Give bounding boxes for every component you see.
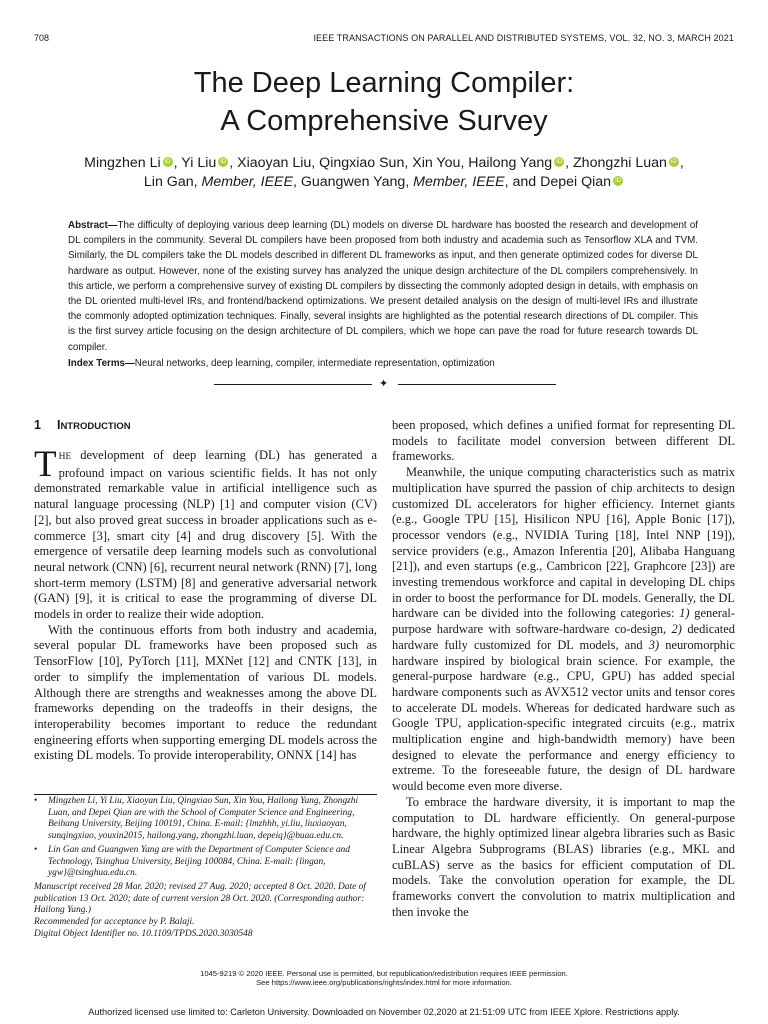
paragraph: been proposed, which defines a unified format for representing DL models to facilitate model conversion between different DL frameworks. [392, 418, 735, 464]
author-text: , [679, 155, 684, 171]
section-title-first: I [56, 418, 61, 432]
recommended-by: Recommended for acceptance by P. Balaji. [34, 917, 195, 928]
author-text: , and Depei Qian [504, 174, 612, 190]
left-column [34, 418, 377, 764]
paragraph: To embrace the hardware diversity, it is important to map the computation to DL hardware efficiently. On general-purpose hardware, the highly optimized linear algebra libraries such as Basic Linear Algebra Subprograms (BLAS) libraries (e.g., MKL and cuBLAS) serve as the basics for efficient computation of DL models. Take the convolution operation for example, the DL frameworks convert the convolution to matrix multiplication and then invoke the [392, 794, 735, 919]
copyright-line-2[interactable]: See https://www.ieee.org/publications/rights/index.html for more information. [256, 978, 512, 987]
abstract-text: The difficulty of deploying various deep learning (DL) models on diverse DL hardware has boosted the research and development of DL compilers in the community. Several DL compilers have been proposed from both industry and academia such as Tensorflow XLA and TVM. Similarly, the DL compilers take the DL models described in different DL frameworks as input, and then generate optimized codes for diverse DL hardware as output. However, none of the existing survey has analyzed the unique design architecture of the DL compilers comprehensively. In this article, we perform a comprehensive survey of existing DL compilers by dissecting the commonly adopted design in details, with emphasis on the DL oriented multi-level IRs, and frontend/backend optimizations. We present detailed analysis on the design of multi-level IRs and illustrate the commonly adopted optimization techniques. Finally, several insights are highlighted as the potential research directions of DL compiler. This is the first survey article focusing on the design architecture of DL compilers, which we hope can pave the road for future research towards DL compiler. [68, 220, 698, 353]
paragraph-text: development of deep learning (DL) has generated a profound impact on various scientific fields. It has not only demonstrated remarkable value in artificial intelligence such as natural language processing (NLP) [1] and computer vision (CV) [2], but also proved great success in broader applications such as e-commerce [3], smart city [4] and drug discovery [5]. With the emergence of versatile deep learning models such as convolutional neural network (CNN) [6], recurrent neural network (RNN) [7], long short-term memory (LSTM) [8] and generative adversarial network (GAN) [9], it is critical to ease the programming of diverse DL models in order to realize their wide adoption. [34, 448, 377, 622]
paragraph: With the continuous efforts from both industry and academia, several popular DL frameworks have been proposed such as TensorFlow [10], PyTorch [11], MXNet [12] and CNTK [13], in order to simplify the implementation of various DL models. Although there are strengths and weaknesses among the above DL frameworks depending on the tradeoffs in their designs, the interoperability becomes important to reduce the redundant engineering efforts when supporting emerging DL models across the existing DL models. To provide interoperability, ONNX [14] has [34, 622, 377, 763]
orcid-icon[interactable]: iD [613, 176, 623, 186]
footnotes [34, 796, 377, 940]
author-role: Member, IEEE [413, 174, 505, 190]
author-role: Member, IEEE [201, 174, 293, 190]
drop-cap: T [34, 444, 57, 485]
orcid-icon[interactable]: iD [554, 157, 564, 167]
journal-header: IEEE TRANSACTIONS ON PARALLEL AND DISTRIBUTED SYSTEMS, VOL. 32, NO. 3, MARCH 2021 [313, 33, 734, 43]
enum-marker: 3) [648, 637, 660, 652]
footnote-affiliation [34, 845, 377, 880]
smallcaps-lead: HE [58, 452, 72, 462]
author-list [40, 154, 728, 192]
page-number: 708 [34, 33, 50, 43]
right-column [392, 418, 735, 921]
orcid-icon[interactable]: iD [163, 157, 173, 167]
copyright-notice [0, 969, 768, 987]
enum-marker: 1) [679, 606, 690, 621]
divider-ornament-icon: ✦ [379, 378, 389, 390]
section-divider [214, 378, 556, 390]
enum-marker: 2) [671, 622, 682, 637]
paragraph [34, 444, 377, 623]
abstract-label: Abstract [68, 220, 108, 231]
footnote-text: Lin Gan and Guangwen Yang are with the Department of Computer Science and Technology, Tsinghua University, Beijing 100084, China. E-mail: {lingan, ygw}@tsinghua.edu.cn. [48, 844, 350, 879]
authorized-use-notice: Authorized licensed use limited to: Carleton University. Downloaded on November 02,2020 at 21:51:09 UTC from IEEE Xplore. Restrictions apply. [88, 1007, 680, 1017]
orcid-icon[interactable]: iD [669, 157, 679, 167]
bullet: • [34, 844, 38, 855]
bullet: • [34, 796, 38, 806]
title-line-2: A Comprehensive Survey [220, 105, 548, 137]
author-text: Lin Gan, [143, 174, 202, 190]
paragraph-text: Meanwhile, the unique computing characteristics such as matrix multiplication have spurred the passion of chip architects to design customized DL accelerators for higher efficiency. Internet giants (e.g., Google TPU [15], Hisilicon NPU [16], Apple Bonic [17]), processor vendors (e.g., NVIDIA Turing [18], Intel NNP [19]), service providers (e.g., Amazon Inferentia [20], Alibaba Hanguang [21]), and even startups (e.g., Cambricon [22], Graphcore [23]) are investing tremendous workforce and capital in developing DL chips in order to boost the performance for DL models. Generally, the DL hardware can be divided into the following categories: [392, 465, 735, 621]
index-terms: Index Terms—Neural networks, deep learning, compiler, intermediate representation, optimization [68, 358, 495, 369]
author-text: Mingzhen Li [84, 155, 161, 171]
author-text: , Guangwen Yang, [292, 174, 414, 190]
paragraph [392, 465, 735, 795]
copyright-line-1: 1045-9219 © 2020 IEEE. Personal use is permitted, but republication/redistribution requires IEEE permission. [200, 969, 568, 978]
paragraph-text: neuromorphic hardware inspired by biological brain science. For example, the general-purpose hardware (e.g., CPU, GPU) has added special hardware components such as AVX512 vector units and tensor cores to accelerate DL models. Whereas for dedicated hardware such as Google TPU, application-specific integrated circuits (e.g., matrix multiplication engine and high-bandwidth memory) have been designed to elevate the performance and energy efficiency to extreme. To the foreseeable future, the design of DL hardware would become even more diverse. [392, 637, 735, 794]
title-line-1: The Deep Learning Compiler: [193, 67, 575, 99]
abstract: Abstract—The difficulty of deploying various deep learning (DL) models on diverse DL hardware has boosted the research and development of DL compilers in the community. Several DL compilers have been proposed from both industry and academia such as Tensorflow XLA and TVM. Similarly, the DL compilers take the DL models described in different DL frameworks as input, and then generate optimized codes for diverse DL hardware as output. However, none of the existing survey has analyzed the unique design architecture of the DL compilers comprehensively. In this article, we perform a comprehensive survey of existing DL compilers by dissecting the commonly adopted design in details, with emphasis on the DL oriented multi-level IRs, and frontend/backend optimizations. We present detailed analysis on the design of multi-level IRs and illustrate the commonly adopted optimization techniques. Finally, several insights are highlighted as the potential research directions of DL compiler. This is the first survey article focusing on the design architecture of DL compilers, which we hope can pave the road for future research towards DL compiler. [68, 220, 698, 353]
paper-title [0, 64, 768, 140]
section-title-rest: NTRODUCTION [60, 421, 131, 432]
author-text: , Yi Liu [173, 155, 217, 171]
section-number: 1 [34, 418, 41, 432]
author-text: , Zhongzhi Luan [565, 155, 667, 171]
index-terms-text: Neural networks, deep learning, compiler, intermediate representation, optimization [134, 358, 495, 369]
doi[interactable]: Digital Object Identifier no. 10.1109/TPDS.2020.3030548 [34, 928, 253, 939]
author-text: , Xiaoyan Liu, Qingxiao Sun, Xin You, Hailong Yang [229, 155, 553, 171]
footnote-affiliation [34, 796, 377, 843]
orcid-icon[interactable]: iD [218, 157, 228, 167]
index-terms-label: Index Terms [68, 358, 125, 369]
section-heading [34, 418, 377, 448]
manuscript-dates: Manuscript received 28 Mar. 2020; revised 27 Aug. 2020; accepted 8 Oct. 2020. Date of publication 13 Oct. 2020; date of current version 28 Oct. 2020. (Corresponding author: Hailong Yang.) [34, 881, 366, 916]
footnote-text: Mingzhen Li, Yi Liu, Xiaoyan Liu, Qingxiao Sun, Xin You, Hailong Yang, Zhongzhi Luan, and Depei Qian are with the School of Computer Science and Engineering, Beihang University, Beijing 100191, China. E-mail: {lmzhhh, yi.liu, liuxiaoyan, sunqingxiao, youxin2015, hailong.yang, zhongzhi.luan, depeiq}@buaa.edu.cn. [48, 796, 359, 842]
footnote-rule [34, 794, 377, 795]
paragraph-text: general-purpose hardware with software-hardware co-design, [392, 606, 735, 637]
paragraph-text: dedicated hardware fully customized for DL models, and [392, 622, 735, 652]
